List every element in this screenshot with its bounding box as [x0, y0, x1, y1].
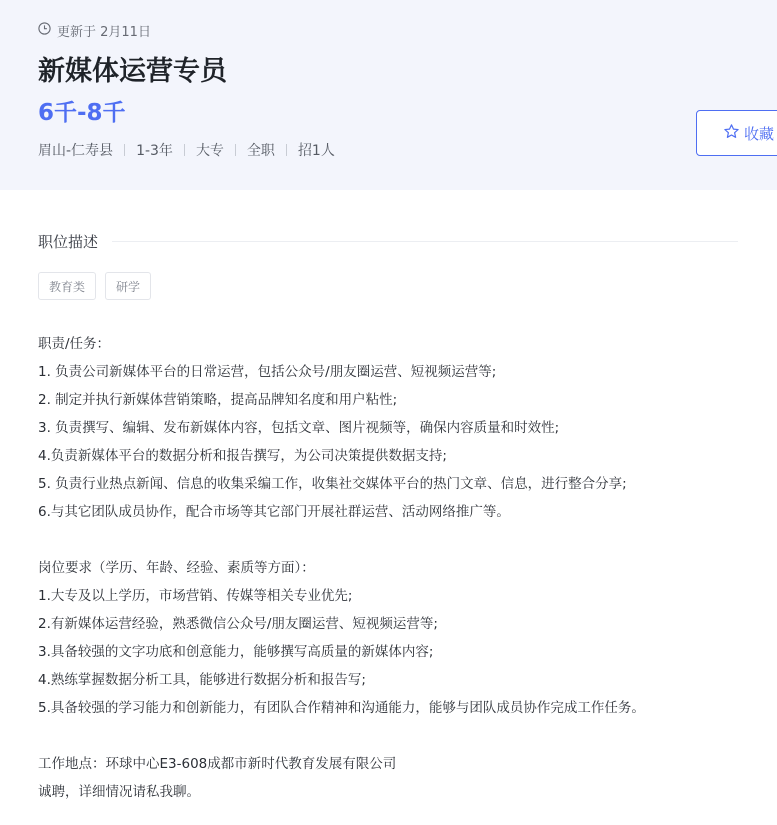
tag: 教育类 — [38, 272, 96, 300]
duties-heading: 职责/任务： — [38, 336, 111, 352]
requirement-item: 4.熟练掌握数据分析工具，能够进行数据分析和报告写; — [38, 672, 366, 688]
meta-divider — [286, 144, 287, 156]
section-divider — [112, 241, 738, 242]
closing-note: 诚聘，详细情况请私我聊。 — [38, 784, 200, 800]
tag: 研学 — [105, 272, 151, 300]
tag-list — [38, 272, 160, 300]
blank-line — [38, 526, 758, 554]
requirement-item: 5.具备较强的学习能力和创新能力，有团队合作精神和沟通能力，能够与团队成员协作完成工作任务。 — [38, 700, 645, 716]
favorite-label: 收藏 — [744, 124, 775, 143]
requirements-heading: 岗位要求（学历、年龄、经验、素质等方面）： — [38, 560, 315, 576]
updated-text: 更新于 2月11日 — [57, 24, 151, 40]
favorite-button[interactable] — [696, 110, 777, 156]
requirement-item: 3.具备较强的文字功底和创意能力，能够撰写高质量的新媒体内容; — [38, 644, 434, 660]
requirement-item: 1.大专及以上学历，市场营销、传媒等相关专业优先; — [38, 588, 353, 604]
duty-item: 2. 制定并执行新媒体营销策略，提高品牌知名度和用户粘性; — [38, 392, 398, 408]
job-header — [0, 0, 777, 190]
meta-divider — [235, 144, 236, 156]
duty-item: 1. 负责公司新媒体平台的日常运营，包括公众号/朋友圈运营、短视频运营等; — [38, 364, 497, 380]
duty-item: 6.与其它团队成员协作，配合市场等其它部门开展社群运营、活动网络推广等。 — [38, 504, 510, 520]
meta-location: 眉山-仁寿县 — [38, 143, 114, 159]
requirement-item: 2.有新媒体运营经验，熟悉微信公众号/朋友圈运营、短视频运营等; — [38, 616, 438, 632]
clock-icon — [38, 22, 57, 39]
duty-item: 5. 负责行业热点新闻、信息的收集采编工作，收集社交媒体平台的热门文章、信息，进行整合分享; — [38, 476, 627, 492]
section-title: 职位描述 — [38, 232, 99, 251]
job-meta — [38, 139, 335, 161]
updated-info — [38, 20, 151, 40]
blank-line — [38, 722, 758, 750]
duty-item: 3. 负责撰写、编辑、发布新媒体内容，包括文章、图片视频等，确保内容质量和时效性; — [38, 420, 560, 436]
job-title: 新媒体运营专员 — [38, 56, 227, 87]
meta-education: 大专 — [195, 143, 224, 159]
meta-job-type: 全职 — [246, 143, 275, 159]
job-description — [38, 330, 758, 806]
salary: 6千-8千 — [38, 100, 126, 126]
star-icon — [723, 123, 744, 144]
section-header — [38, 230, 738, 252]
meta-divider — [184, 144, 185, 156]
work-location: 工作地点：环球中心E3-608成都市新时代教育发展有限公司 — [38, 756, 397, 772]
meta-divider — [124, 144, 125, 156]
duty-item: 4.负责新媒体平台的数据分析和报告撰写，为公司决策提供数据支持; — [38, 448, 447, 464]
meta-headcount: 招1人 — [297, 143, 335, 159]
meta-experience: 1-3年 — [136, 143, 173, 159]
